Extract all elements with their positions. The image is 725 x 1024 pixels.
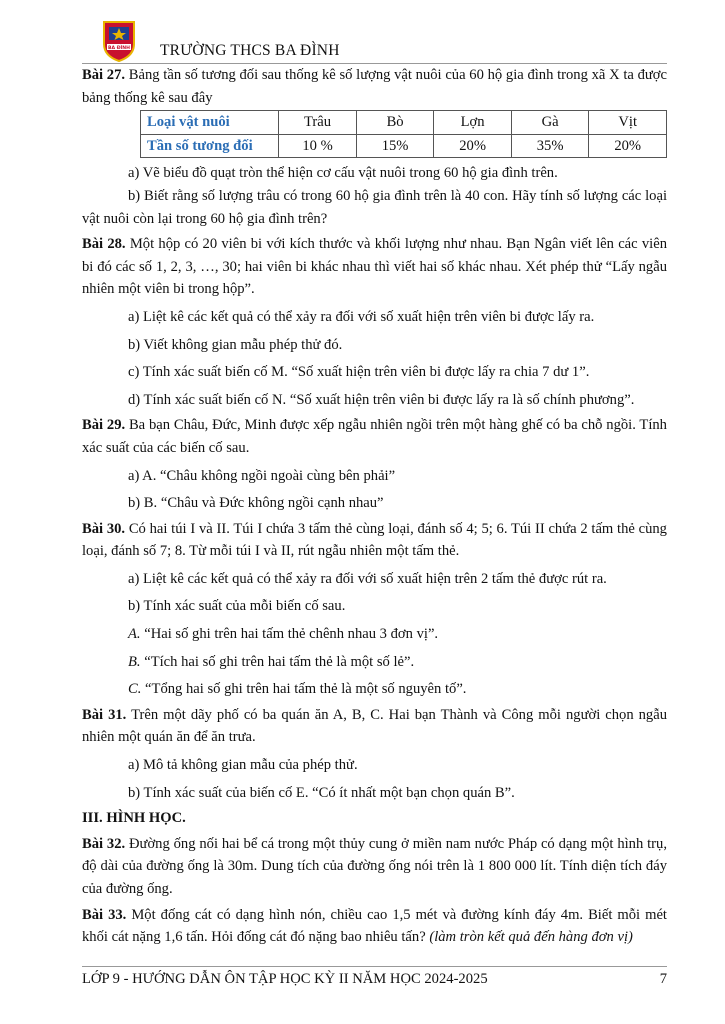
bai28-part-a: a) Liệt kê các kết quả có thể xảy ra đối với số xuất hiện trên viên bi được lấy ra. [128, 308, 595, 325]
footer-divider [82, 966, 667, 967]
table-row [141, 111, 667, 135]
bai31-text: Trên một dãy phố có ba quán ăn A, B, C. Hai bạn Thành và Công mỗi người chọn ngẫu nhiên một quán ăn để ăn trưa. [82, 706, 667, 746]
table-cell: 10 % [279, 134, 357, 158]
bai28-question [82, 233, 667, 301]
bai32-text: Đường ống nối hai bể cá trong một thủy cung ở miền nam nước Pháp có dạng một hình trụ, độ dài của đường ống là 30m. Dung tích của đường ống nói trên là 1 800 000 lít. Tính diện tích đáy của đường ống. [82, 835, 667, 897]
event-label: B. [128, 653, 141, 670]
bai29-label: Bài 29. [82, 417, 126, 434]
bai29-part-b: b) B. “Châu và Đức không ngồi cạnh nhau” [128, 495, 384, 512]
school-logo [100, 18, 138, 62]
page-content [82, 64, 667, 949]
table-head-animal: Loại vật nuôi [141, 111, 279, 135]
bai28-label: Bài 28. [82, 236, 126, 253]
bai29-part-a: a) A. “Châu không ngồi ngoài cùng bên phải” [128, 467, 396, 484]
table-cell: Vịt [589, 111, 667, 135]
table-head-frequency: Tần số tương đối [141, 134, 279, 158]
bai30-part-b: b) Tính xác suất của mỗi biến cố sau. [128, 598, 346, 615]
bai28-text: Một hộp có 20 viên bi với kích thước và khối lượng như nhau. Bạn Ngân viết lên các viên bi đó các số 1, 2, 3, …, 30; hai viên bi khác nhau thì viết hai số khác nhau. Xét phép thử “Lấy ngẫu nhiên một viên bi trong hộp”. [82, 236, 667, 298]
table-cell: 35% [511, 134, 589, 158]
logo-text: BA ĐÌNH [108, 46, 130, 51]
bai27-part-a: a) Vẽ biểu đồ quạt tròn thể hiện cơ cấu vật nuôi trong 60 hộ gia đình trên. [128, 165, 558, 182]
page-number: 7 [659, 971, 667, 987]
bai27-label: Bài 27. [82, 67, 126, 83]
bai33-note: (làm tròn kết quả đến hàng đơn vị) [429, 929, 633, 946]
bai28-part-d: d) Tính xác suất biến cố N. “Số xuất hiện trên viên bi được lấy ra là số chính phương”. [128, 391, 635, 408]
bai33-label: Bài 33. [82, 906, 127, 923]
bai30-event-c [82, 678, 667, 701]
bai30-question [82, 518, 667, 563]
event-text: “Tích hai số ghi trên hai tấm thẻ là một số lẻ”. [144, 653, 415, 670]
footer-title: LỚP 9 - HƯỚNG DẪN ÔN TẬP HỌC KỲ II NĂM HỌC 2024-2025 [82, 971, 488, 987]
bai32-label: Bài 32. [82, 835, 126, 852]
bai30-event-b [82, 651, 667, 674]
bai28-part-c: c) Tính xác suất biến cố M. “Số xuất hiện trên viên bi được lấy ra chia 7 dư 1”. [128, 364, 590, 381]
bai27-part-b: b) Biết rằng số lượng trâu có trong 60 hộ gia đình trên là 40 con. Hãy tính số lượng các loại vật nuôi còn lại trong 60 hộ gia đình trên? [82, 187, 667, 227]
section-heading: III. HÌNH HỌC. [82, 810, 186, 827]
bai30-label: Bài 30. [82, 520, 126, 537]
page-footer [82, 966, 667, 991]
table-cell: Lợn [434, 111, 512, 135]
bai29-question [82, 414, 667, 459]
event-text: “Hai số ghi trên hai tấm thẻ chênh nhau 3 đơn vị”. [144, 626, 439, 643]
bai29-text: Ba bạn Châu, Đức, Minh được xếp ngẫu nhiên ngồi trên một hàng ghế có ba chỗ ngồi. Tính xác suất của các biến cố sau. [82, 417, 667, 456]
bai33-question [82, 904, 667, 949]
bai31-question [82, 704, 667, 749]
page-header [82, 12, 667, 64]
bai31-part-a: a) Mô tả không gian mẫu của phép thử. [128, 757, 358, 774]
table-row [141, 134, 667, 158]
bai30-text: Có hai túi I và II. Túi I chứa 3 tấm thẻ cùng loại, đánh số 4; 5; 6. Túi II chứa 2 tấm thẻ cùng loại, đánh số 7; 8. Từ mỗi túi I và II, rút ngẫu nhiên một tấm thẻ. [82, 520, 667, 560]
event-label: A. [128, 626, 141, 643]
table-cell: Gà [511, 111, 589, 135]
bai31-part-b: b) Tính xác suất của biến cố E. “Có ít nhất một bạn chọn quán B”. [128, 784, 515, 801]
bai30-part-a: a) Liệt kê các kết quả có thể xảy ra đối với số xuất hiện trên 2 tấm thẻ được rút ra. [128, 570, 607, 587]
bai33-text: Một đống cát có dạng hình nón, chiều cao 1,5 mét và đường kính đáy 4m. Biết mỗi mét khối cát nặng 1,6 tấn. Hỏi đống cát đó nặng bao nhiêu tấn? [82, 906, 667, 946]
school-name: TRƯỜNG THCS BA ĐÌNH [160, 42, 340, 59]
event-text: “Tổng hai số ghi trên hai tấm thẻ là một số nguyên tố”. [145, 681, 467, 698]
event-label: C. [128, 681, 142, 698]
table-cell: Bò [356, 111, 434, 135]
table-cell: Trâu [279, 111, 357, 135]
bai30-event-a [82, 623, 667, 646]
bai27-text: Bảng tần số tương đối sau thống kê số lượng vật nuôi của 60 hộ gia đình trong xã X ta được bảng thống kê sau đây [82, 67, 667, 106]
bai32-question [82, 833, 667, 901]
frequency-table [140, 110, 667, 158]
bai27-question [82, 64, 667, 109]
bai31-label: Bài 31. [82, 706, 127, 723]
table-cell: 15% [356, 134, 434, 158]
bai28-part-b: b) Viết không gian mẫu phép thử đó. [128, 336, 343, 353]
table-cell: 20% [589, 134, 667, 158]
table-cell: 20% [434, 134, 512, 158]
